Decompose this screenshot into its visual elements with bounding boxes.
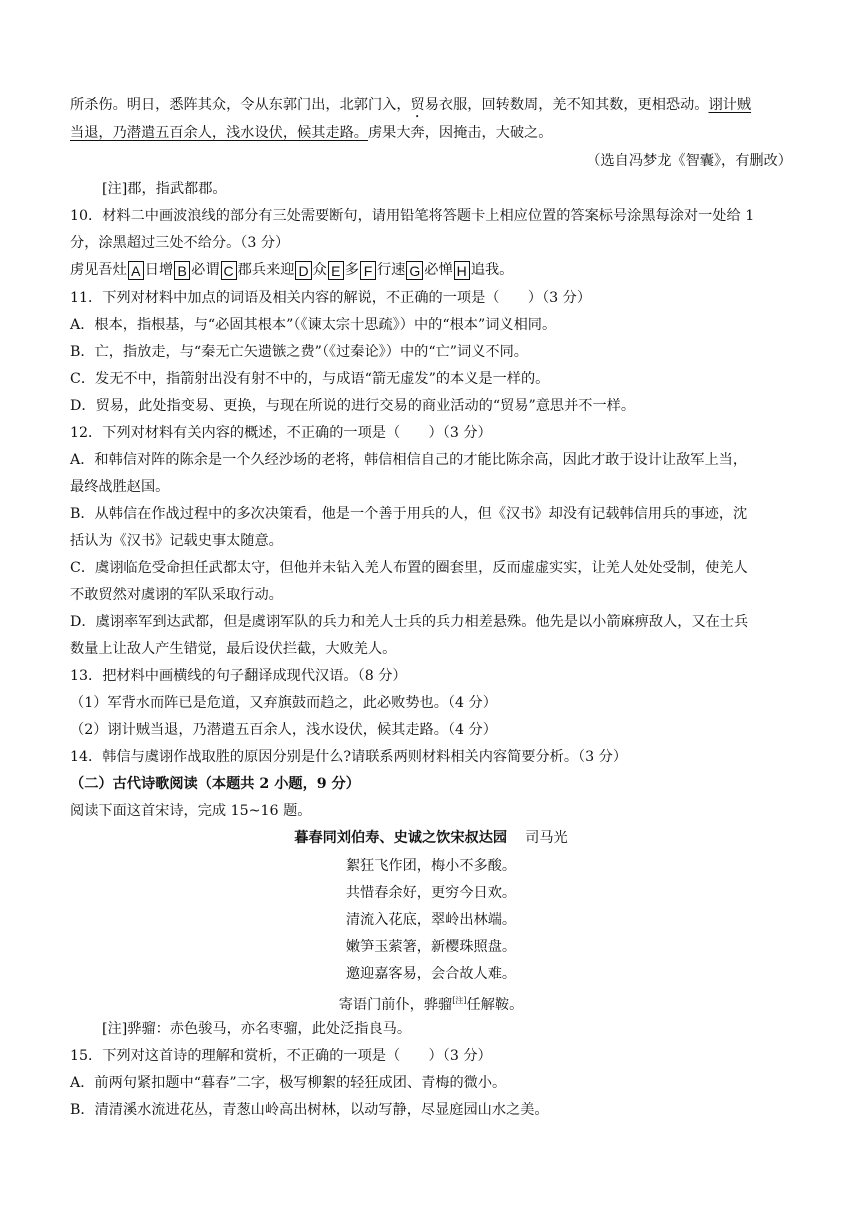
q12-option-b-line2: 括认为《汉书》记载史事太随意。	[70, 533, 283, 549]
q12-option-c-line1: C．虞诩临危受命担任武都太守，但他并未钻入羌人布置的圈套里，反而虚虚实实，让羌人处处受制，使羌人	[70, 560, 748, 576]
q13-item-1: （1）军背水而阵已是危道，又弃旗鼓而趋之，此必败势也。（4 分）	[70, 695, 497, 711]
answer-box-h[interactable]: H	[454, 261, 470, 280]
answer-box-f[interactable]: F	[360, 261, 376, 280]
poem-line-2: 共惜春余好，更穷今日欢。	[345, 885, 517, 901]
q11-option-a: A．根本，指根基，与“必固其根本”（《谏太宗十思疏》）中的“根本”词义相同。	[70, 317, 557, 333]
poem-title: 暮春同刘伯寿、史诚之饮宋叔达园	[294, 830, 508, 846]
poem-line-1: 絮狂飞作团，梅小不多酸。	[345, 858, 517, 874]
passage-note: [注]郡，指武都郡。	[102, 181, 227, 197]
q15-stem: 15．下列对这首诗的理解和赏析，不正确的一项是（ ）（3 分）	[70, 1048, 492, 1064]
q12-option-d-line1: D．虞诩率军到达武都，但是虞诩军队的兵力和羌人士兵的兵力相差悬殊。他先是以小箭麻痹敌人，又在士兵	[70, 614, 749, 630]
q15-option-a: A．前两句紧扣题中“暮春”二字，极写柳絮的轻狂成团、青梅的微小。	[70, 1075, 507, 1091]
q11-stem: 11．下列对材料中加点的词语及相关内容的解说，不正确的一项是（ ）（3 分）	[70, 290, 592, 306]
answer-box-b[interactable]: B	[174, 261, 190, 280]
section-intro: 阅读下面这首宋诗，完成 15~16 题。	[70, 803, 312, 819]
q12-option-b-line1: B．从韩信在作战过程中的多次决策看，他是一个善于用兵的人，但《汉书》却没有记载韩信用兵的事迹，沈	[70, 506, 748, 522]
section-heading: （二）古代诗歌阅读（本题共 2 小题，9 分）	[70, 776, 360, 792]
q15-option-b: B．清清溪水流进花丛，青葱山岭高出树林，以动写静，尽显庭园山水之美。	[70, 1102, 549, 1118]
underlined-sentence-start: 诩计贼	[708, 97, 752, 113]
poem-note: [注]骅骝：赤色骏马，亦名枣骝，此处泛指良马。	[102, 1021, 412, 1037]
q11-option-b: B．亡，指放走，与“秦无亡矢遗镞之费”（《过秦论》）中的“亡”词义不同。	[70, 344, 528, 360]
passage-line-1: 所杀伤。明日，悉阵其众，令从东郭门出，北郭门入，贸易衣服，回转数周，羌不知其数，更相恐动。诩计贼	[70, 97, 752, 113]
q13-item-2: （2）诩计贼当退，乃潜遣五百余人，浅水设伏，候其走路。（4 分）	[70, 722, 497, 738]
q11-option-d: D．贸易，此处指变易、更换，与现在所说的进行交易的商业活动的“贸易”意思并不一样。	[70, 398, 636, 414]
answer-box-d[interactable]: D	[295, 261, 311, 280]
dotted-word: 贸	[410, 97, 425, 113]
q14-stem: 14．韩信与虞诩作战取胜的原因分别是什么?请联系两则材料相关内容简要分析。（3 分）	[70, 749, 628, 765]
answer-box-g[interactable]: G	[406, 261, 423, 280]
poem-author: 司马光	[525, 830, 568, 846]
underlined-sentence-end: 当退，乃潜遣五百余人，浅水设伏，候其走路。	[70, 125, 368, 141]
q10-stem-2: 分，涂黑超过三处不给分。（3 分）	[70, 235, 290, 251]
source-citation: （选自冯梦龙《智囊》，有删改）	[586, 153, 792, 169]
answer-box-a[interactable]: A	[128, 261, 144, 280]
answer-box-e[interactable]: E	[328, 261, 344, 280]
q12-option-d-line2: 数量上让敌人产生错觉，最后设伏拦截，大败羌人。	[70, 641, 397, 657]
q12-option-a-line1: A．和韩信对阵的陈余是一个久经沙场的老将，韩信相信自己的才能比陈余高，因此才敢于设计让敌军上当，	[70, 452, 748, 468]
poem-line-4: 嫩笋玉萦箸，新樱珠照盘。	[345, 939, 517, 955]
q10-stem-1: 10．材料二中画波浪线的部分有三处需要断句，请用铅笔将答题卡上相应位置的答案标号涂黑每涂对一处给 1	[70, 208, 755, 224]
q13-stem: 13．把材料中画横线的句子翻译成现代汉语。（8 分）	[70, 668, 407, 684]
q12-option-a-line2: 最终战胜赵国。	[70, 479, 170, 495]
q11-option-c: C．发无不中，指箭射出没有射不中的，与成语“箭无虚发”的本义是一样的。	[70, 371, 550, 387]
q12-stem: 12．下列对材料有关内容的概述，不正确的一项是（ ）（3 分）	[70, 425, 492, 441]
answer-box-c[interactable]: C	[221, 261, 237, 280]
poem-line-6: 寄语门前仆，骅骝[注]任解鞍。	[338, 996, 524, 1013]
q12-option-c-line2: 不敢贸然对虞诩的军队采取行动。	[70, 587, 283, 603]
q10-sentence: 虏见吾灶 A 日增 B 必谓 C 郡兵来迎 D 众 E 多 F 行速 G 必惮 H 追我。	[70, 262, 514, 279]
footnote-marker: [注]	[452, 996, 467, 1005]
passage-line-2: 当退，乃潜遣五百余人，浅水设伏，候其走路。虏果大奔，因掩击，大破之。	[70, 125, 553, 141]
poem-line-5: 邀迎嘉客易，会合故人难。	[345, 966, 517, 982]
poem-title-line	[70, 828, 792, 848]
poem-line-3: 清流入花底，翠岭出林端。	[345, 912, 517, 928]
